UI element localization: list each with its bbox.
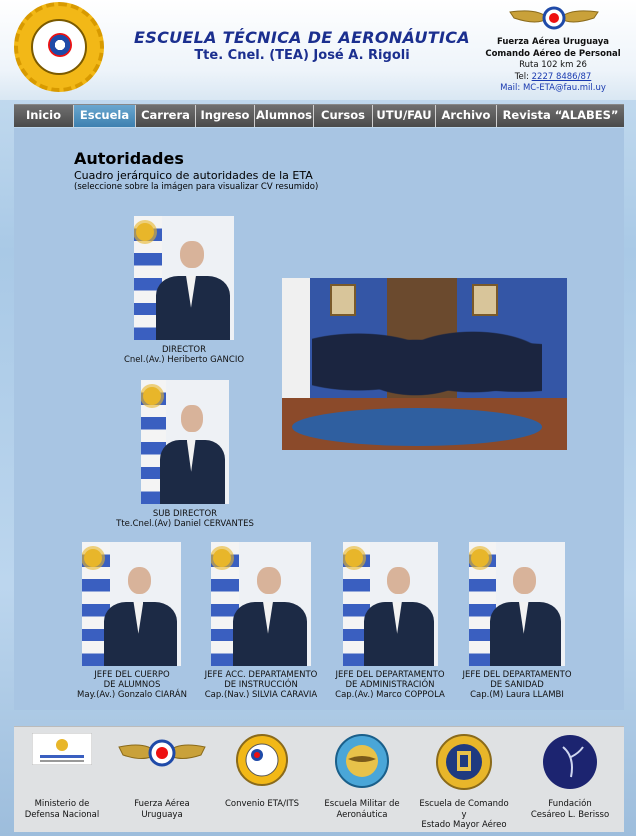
sponsor-label: Fundación — [548, 799, 592, 809]
head-role: JEFE ACC. DEPARTAMENTO — [204, 670, 318, 680]
head-role: JEFE DEL DEPARTAMENTO — [335, 670, 445, 680]
sponsor-convenio-eta-its[interactable] — [214, 727, 310, 833]
contact-tel-link[interactable]: 2227 8486/87 — [531, 71, 592, 82]
nav-archivo[interactable]: Archivo — [436, 105, 497, 127]
contact-org: Fuerza Aérea Uruguaya — [496, 37, 610, 47]
contact-mail[interactable]: MC-ETA@fau.mil.uy — [522, 83, 606, 93]
sponsor-escuela-comando-estado-mayor[interactable] — [416, 727, 512, 833]
director-photo[interactable] — [134, 216, 234, 340]
page-hint: (seleccione sobre la imágen para visualizar CV resumido) — [74, 182, 319, 192]
nav-utu-fau[interactable]: UTU/FAU — [373, 105, 436, 127]
nav-revista-alabes[interactable]: Revista “ALABES” — [497, 105, 624, 127]
head-caption-alumnos — [62, 670, 202, 700]
head-photo-alumnos[interactable] — [82, 542, 181, 666]
contact-block — [474, 37, 632, 95]
eta-its-emblem-icon — [235, 733, 289, 787]
ministry-defense-logo-icon — [32, 733, 92, 765]
contact-mail-row — [474, 83, 632, 95]
head-photo-sanidad[interactable] — [469, 542, 565, 666]
head-name: Cap.(Nav.) SILVIA CARAVIA — [204, 690, 318, 700]
head-role: DE ADMINISTRACIÓN — [345, 680, 435, 690]
contact-address: Ruta 102 km 26 — [519, 60, 587, 70]
nav-alumnos[interactable]: Alumnos — [255, 105, 314, 127]
site-title: ESCUELA TÉCNICA DE AERONÁUTICA — [134, 28, 470, 47]
sponsor-label: Uruguaya — [141, 809, 183, 820]
main-nav — [14, 104, 624, 126]
sponsor-fuerza-aerea[interactable] — [114, 727, 210, 833]
roundel-icon — [48, 33, 72, 57]
director-role: DIRECTOR — [161, 345, 207, 355]
air-force-wings-icon — [508, 4, 600, 34]
head-name: May.(Av.) Gonzalo CIARÁN — [77, 690, 187, 700]
sponsor-escuela-militar-aeronautica[interactable] — [314, 727, 410, 833]
nav-inicio[interactable]: Inicio — [14, 105, 74, 127]
subdirector-name: Tte.Cnel.(Av) Daniel CERVANTES — [116, 519, 254, 529]
head-caption-instruccion — [191, 670, 331, 700]
contact-mail-label: Mail: — [500, 83, 521, 93]
head-role: JEFE DEL DEPARTAMENTO — [462, 670, 572, 680]
subdirector-photo[interactable] — [141, 380, 229, 504]
sponsor-label: Ministerio de — [34, 799, 90, 809]
head-photo-instruccion[interactable] — [211, 542, 311, 666]
director-name: Cnel.(Av.) Heriberto GANCIO — [123, 355, 245, 365]
command-school-emblem-icon — [435, 733, 493, 791]
head-name: Cap.(M) Laura LLAMBI — [470, 690, 564, 700]
sponsor-label: Defensa Nacional — [24, 809, 100, 820]
school-emblem-logo[interactable] — [14, 2, 104, 92]
head-caption-administracion — [320, 670, 460, 700]
contact-tel-label: Tel: — [514, 71, 529, 82]
sponsor-label: Convenio ETA/ITS — [224, 799, 300, 809]
emblem-inner — [31, 19, 87, 75]
contact-command: Comando Aéreo de Personal — [485, 48, 621, 59]
sponsors-footer — [14, 726, 624, 832]
site-subtitle: Tte. Cnel. (TEA) José A. Rigoli — [194, 48, 410, 63]
staff-group-photo[interactable] — [282, 278, 567, 450]
page-title: Autoridades — [74, 149, 184, 168]
director-caption — [94, 345, 274, 365]
military-school-emblem-icon — [334, 733, 390, 789]
subdirector-role: SUB DIRECTOR — [152, 509, 218, 519]
sponsor-ministerio-defensa[interactable] — [14, 727, 110, 833]
site-header — [0, 0, 636, 100]
nav-cursos[interactable]: Cursos — [314, 105, 373, 127]
contact-tel-row — [474, 72, 632, 84]
subdirector-caption — [90, 509, 280, 529]
head-role: JEFE DEL CUERPO — [94, 670, 170, 680]
sponsor-label: Estado Mayor Aéreo — [421, 820, 507, 830]
head-name: Cap.(Av.) Marco COPPOLA — [335, 690, 445, 700]
sponsor-label: Escuela Militar de — [324, 799, 400, 809]
sponsor-label: Escuela de Comando y — [419, 799, 509, 820]
head-photo-administracion[interactable] — [343, 542, 438, 666]
head-caption-sanidad — [447, 670, 587, 700]
content-panel — [14, 128, 624, 710]
sponsor-label: Fuerza Aérea — [134, 799, 190, 809]
head-role: DE ALUMNOS — [103, 680, 161, 690]
foundation-logo-icon — [541, 733, 599, 791]
nav-escuela[interactable]: Escuela — [74, 105, 136, 127]
head-role: DE SANIDAD — [490, 680, 544, 690]
sponsor-label: Cesáreo L. Berisso — [530, 809, 610, 820]
nav-ingreso[interactable]: Ingreso — [196, 105, 255, 127]
air-force-wings-icon — [117, 733, 207, 773]
nav-carrera[interactable]: Carrera — [136, 105, 196, 127]
sponsor-fundacion-berisso[interactable] — [522, 727, 618, 833]
page-subtitle: Cuadro jerárquico de autoridades de la ETA — [74, 169, 313, 182]
sponsor-label: Aeronáutica — [336, 809, 388, 820]
head-role: DE INSTRUCCIÓN — [224, 680, 298, 690]
